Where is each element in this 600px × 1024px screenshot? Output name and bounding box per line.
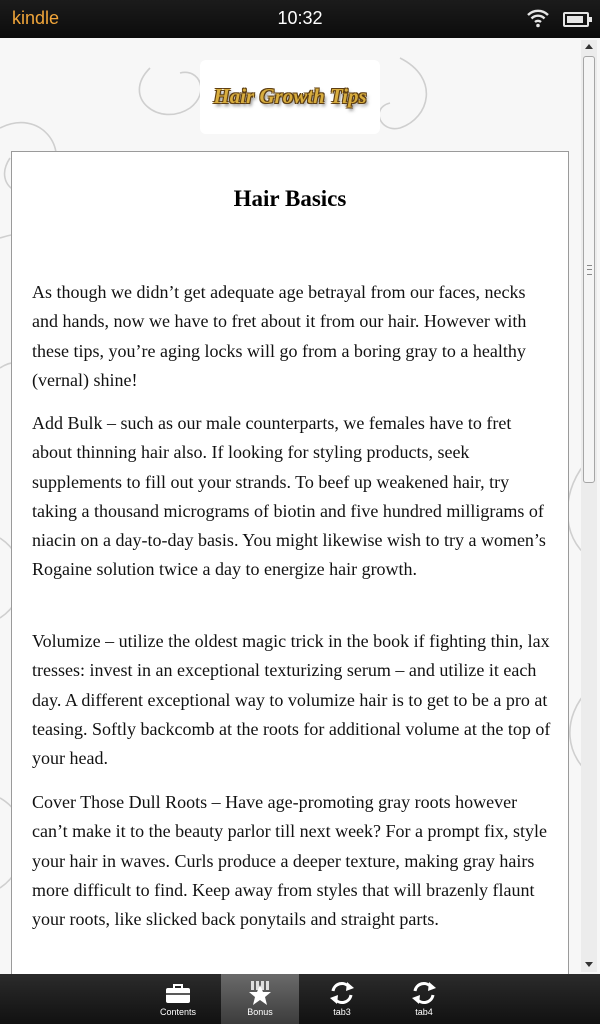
- tab-4[interactable]: [389, 974, 459, 1024]
- bottom-tab-bar: [0, 974, 600, 1024]
- reader-content[interactable]: [0, 38, 600, 974]
- briefcase-icon: [163, 979, 193, 1007]
- tab-label: tab3: [333, 1007, 351, 1017]
- article-title: Hair Basics: [233, 186, 347, 211]
- status-bar: [0, 0, 600, 38]
- tab-label: Contents: [159, 1007, 197, 1017]
- scrollbar-thumb[interactable]: [583, 56, 595, 483]
- article-card: [11, 151, 569, 974]
- tab-bonus[interactable]: [221, 974, 299, 1024]
- tab-label: Bonus: [247, 1007, 273, 1017]
- article-paragraph: Add Bulk – such as our male counterparts, we females have to fret about thinning hair also. If looking for styling products, seek supplements to fill out your strands. To beef up weakened hair, try taking a thousand micrograms of biotin and five hundred milligrams of niacin on a day-to-day basis. You might likewise wish to try a women’s Rogaine solution twice a day to energize hair growth.: [32, 413, 546, 580]
- tab-label: tab4: [415, 1007, 433, 1017]
- app-logo: Hair Growth Tips: [213, 84, 367, 108]
- scroll-down-arrow-icon[interactable]: [585, 962, 593, 967]
- scroll-up-arrow-icon[interactable]: [585, 44, 593, 49]
- refresh-icon: [409, 979, 439, 1007]
- tab-contents[interactable]: [143, 974, 213, 1024]
- battery-icon: [563, 12, 589, 27]
- star-icon: [245, 979, 275, 1007]
- refresh-icon: [327, 979, 357, 1007]
- article-paragraph: Cover Those Dull Roots – Have age-promoting gray roots however can’t make it to the beauty parlor till next week? For a prompt fix, style your hair in waves. Curls produce a deeper texture, making gray hairs more difficult to find. Keep away from styles that will brazenly flaunt your roots, like slicked back ponytails and straight parts.: [32, 792, 548, 930]
- article-paragraph: Volumize – utilize the oldest magic trick in the book if fighting thin, lax tresses: invest in an exceptional texturizing serum – and utilize it each day. A different exceptional way to volumize hair is to get to be a pro at teasing. Softly backcomb at the roots for additional volume at the top of your head.: [32, 631, 551, 769]
- status-time: 10:32: [277, 8, 323, 28]
- tab-3[interactable]: [307, 974, 377, 1024]
- kindle-brand: kindle: [12, 8, 60, 28]
- header-logo-box: [200, 60, 380, 134]
- wifi-icon: [526, 8, 550, 28]
- article-paragraph: As though we didn’t get adequate age betrayal from our faces, necks and hands, now we have to fret about it from our hair. However with these tips, you’re aging locks will go from a boring gray to a healthy (vernal) shine!: [32, 282, 527, 390]
